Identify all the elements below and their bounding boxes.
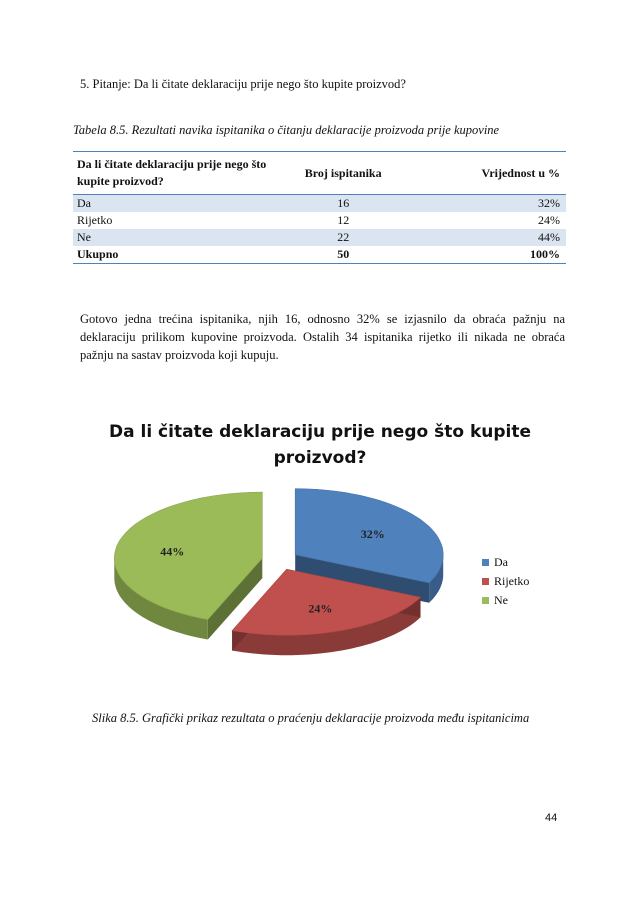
row-percent: 44% bbox=[415, 229, 566, 246]
row-count: 22 bbox=[271, 229, 415, 246]
header-question: Da li čitate deklaraciju prije nego što kupite proizvod? bbox=[73, 152, 271, 195]
chart-title: Da li čitate deklaraciju prije nego što kupite proizvod? bbox=[108, 422, 532, 468]
question-text: 5. Pitanje: Da li čitate deklaraciju prije nego što kupite proizvod? bbox=[80, 77, 406, 91]
legend-item bbox=[482, 572, 529, 591]
data-label: 32% bbox=[360, 526, 385, 541]
table-caption: Tabela 8.5. Rezultati navika ispitanika o čitanju deklaracije proizvoda prije kupovine bbox=[73, 123, 500, 137]
legend-item bbox=[482, 591, 529, 610]
total-label: Ukupno bbox=[73, 246, 271, 264]
row-count: 16 bbox=[271, 195, 415, 213]
legend-swatch bbox=[482, 578, 489, 585]
data-label: 44% bbox=[160, 544, 185, 559]
legend-swatch bbox=[482, 597, 489, 604]
legend-label: Da bbox=[494, 555, 508, 569]
row-label: Rijetko bbox=[77, 213, 113, 227]
body-paragraph: Gotovo jedna trećina ispitanika, njih 16, odnosno 32% se izjasnilo da obraća pažnju na deklaraciju prilikom kupovine proizvoda. Ostalih 34 ispitanika rijetko ili nikada ne obraća pažnju na sastav proizvoda koji kupuju. bbox=[80, 312, 565, 362]
row-label: Ne bbox=[73, 229, 271, 246]
header-count: Broj ispitanika bbox=[271, 152, 415, 195]
row-label: Da bbox=[73, 195, 271, 213]
row-percent: 32% bbox=[415, 195, 566, 213]
page-number: 44 bbox=[545, 812, 558, 824]
data-label: 24% bbox=[308, 601, 333, 616]
header-percent: Vrijednost u % bbox=[415, 152, 566, 195]
legend-swatch bbox=[482, 559, 489, 566]
total-percent: 100% bbox=[415, 246, 566, 264]
total-count: 50 bbox=[271, 246, 415, 264]
chart-legend bbox=[482, 553, 529, 610]
legend-label: Ne bbox=[494, 593, 508, 607]
row-percent: 24% bbox=[538, 213, 560, 227]
figure-caption: Slika 8.5. Grafički prikaz rezultata o praćenju deklaracije proizvoda među ispitanicima bbox=[92, 711, 530, 725]
legend-label: Rijetko bbox=[494, 574, 530, 588]
legend-item bbox=[482, 553, 529, 572]
row-count: 12 bbox=[337, 213, 350, 227]
